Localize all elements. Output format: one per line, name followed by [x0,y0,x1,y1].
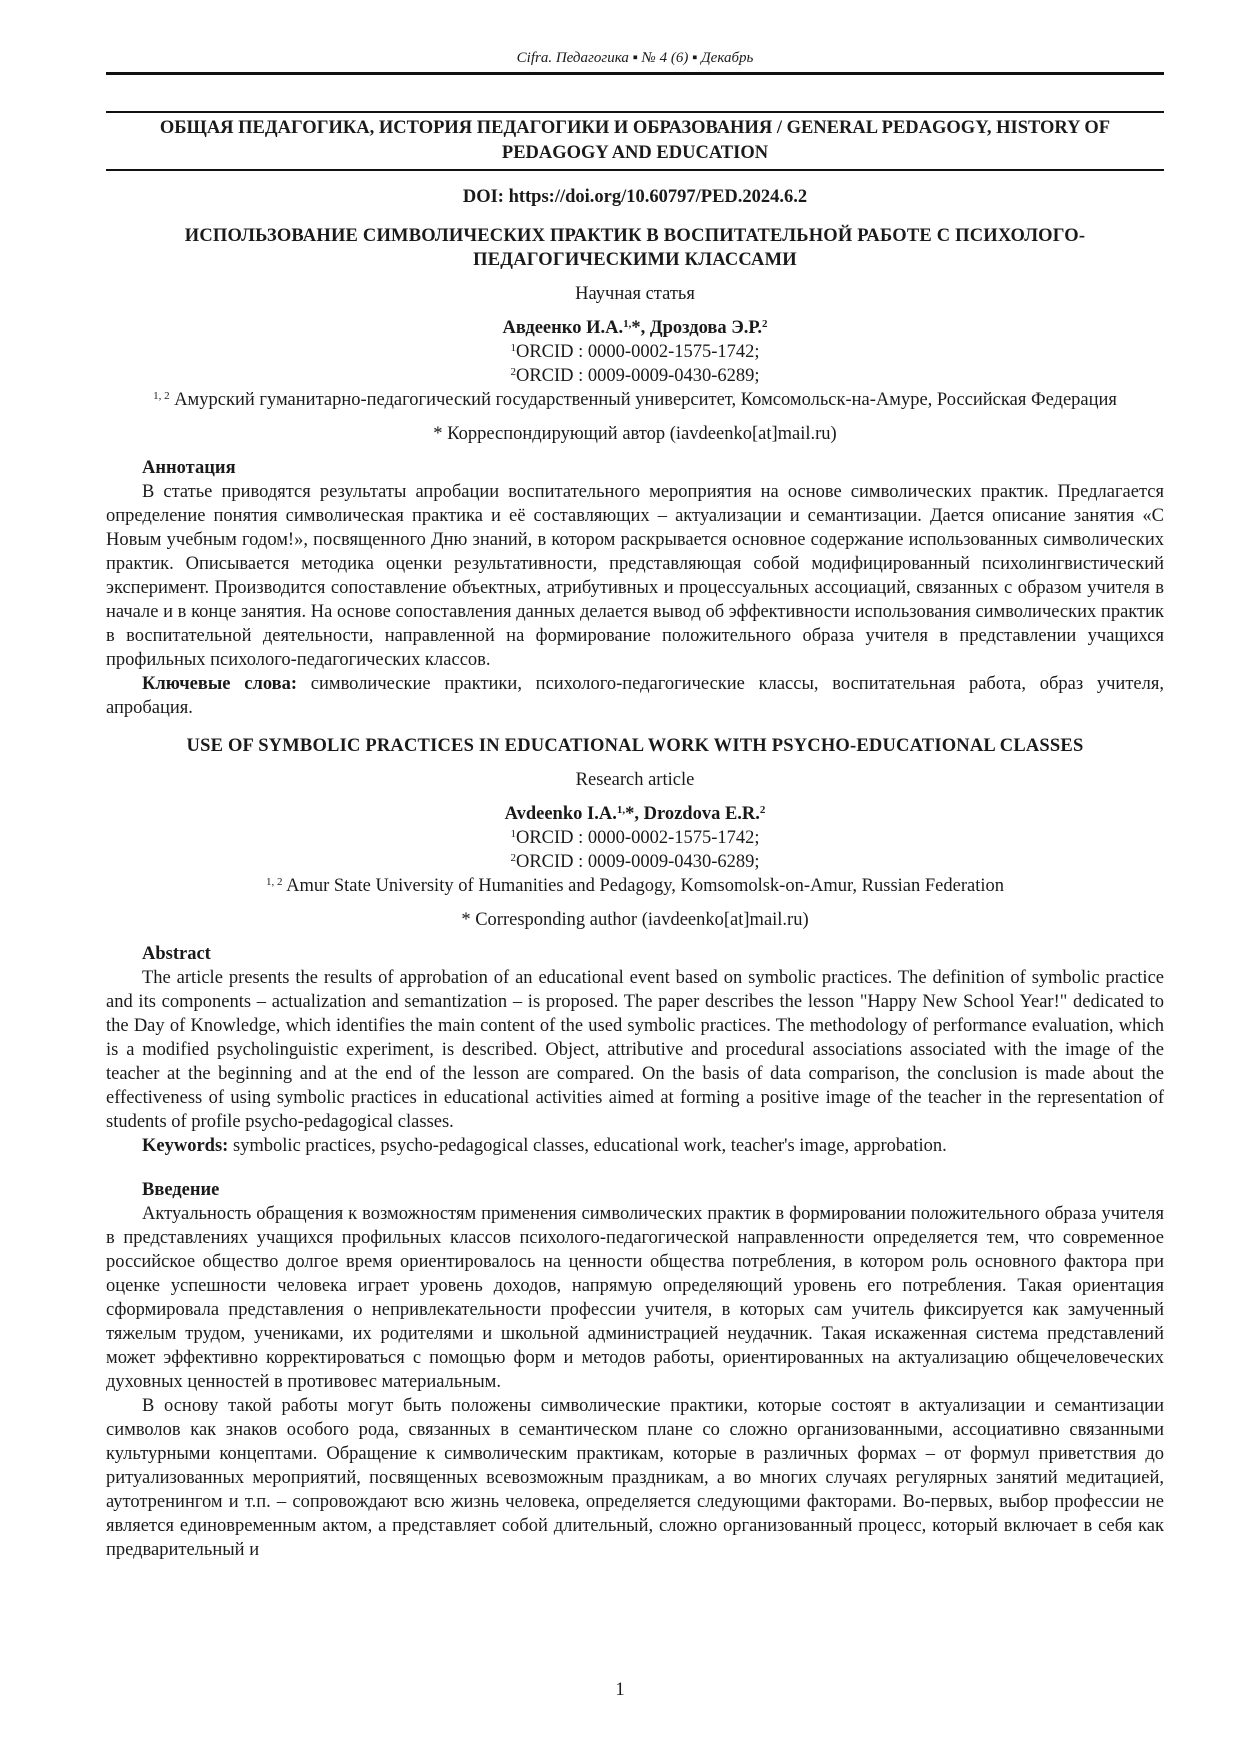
ru-article-type: Научная статья [575,284,695,304]
ru-author1-sup: 1, [623,318,632,330]
ru-orcid1 [106,340,1164,364]
ru-corresponding: * Корреспондирующий автор (iavdeenko[at]mail.ru) [433,424,837,444]
ru-author2-sup: 2 [762,318,768,330]
intro-paragraph-1: Актуальность обращения к возможностям применения символических практик в формировании положительного образа учителя в представлениях учащихся профильных классов психолого-педагогической направленности определяется тем, что современное российское общество долгое время ориентировалось на ценности общества потребления, в котором роль основного фактора при оценке успешности человека играет уровень доходов, напрямую определяющий уровень его потребления. Такая ориентация сформировала представления о непривлекательности профессии учителя, в которых сам учитель фиксируется как замученный тяжелым трудом, учениками, их родителями и школьной администрацией неудачник. Такая искаженная система представлений может эффективно корректироваться с помощью форм и методов работы, ориентированных на актуализацию общечеловеческих духовных ценностей в противовес материальным. [106,1204,1164,1392]
en-orcid1-sup: 1 [510,828,516,840]
ru-orcid2 [106,364,1164,388]
en-keywords-text: symbolic practices, psycho-pedagogical classes, educational work, teacher's image, approbation. [228,1136,947,1156]
en-author2: Drozdova E.R. [643,804,760,824]
ru-abstract-heading: Аннотация [142,458,236,478]
page-number: 1 [615,1680,625,1700]
ru-author1-mark: *, [631,318,650,338]
en-orcid1 [106,826,1164,850]
intro-heading: Введение [142,1180,220,1200]
ru-author1: Авдеенко И.А. [502,318,624,338]
ru-author2: Дроздова Э.Р. [649,318,763,338]
en-orcid2 [106,850,1164,874]
en-corresponding: * Corresponding author (iavdeenko[at]mail.ru) [461,910,809,930]
ru-title: ИСПОЛЬЗОВАНИЕ СИМВОЛИЧЕСКИХ ПРАКТИК В ВОСПИТАТЕЛЬНОЙ РАБОТЕ С ПСИХОЛОГО-ПЕДАГОГИЧЕСКИМИ КЛАССАМИ [184,226,1086,270]
en-author1-sup: 1, [616,804,626,816]
en-keywords [106,1134,1164,1158]
en-author1-mark: *, [625,804,644,824]
section-title: ОБЩАЯ ПЕДАГОГИКА, ИСТОРИЯ ПЕДАГОГИКИ И ОБРАЗОВАНИЯ / GENERAL PEDAGOGY, HISTORY OF PEDAGOGY AND EDUCATION [106,111,1164,171]
en-author1: Avdeenko I.A. [504,804,617,824]
ru-orcid2-text: ORCID : 0009-0009-0430-6289; [515,366,760,386]
ru-keywords-text: символические практики, психолого-педагогические классы, воспитательная работа, образ учителя, апробация. [106,674,1164,718]
en-affiliation [106,874,1164,898]
running-head: Cifra. Педагогика ▪ № 4 (6) ▪ Декабрь [516,50,754,66]
ru-orcid1-text: ORCID : 0000-0002-1575-1742; [515,342,760,362]
en-author2-sup: 2 [759,804,766,816]
header-rule [106,72,1164,75]
doi[interactable]: DOI: https://doi.org/10.60797/PED.2024.6.2 [462,187,808,207]
ru-affil-text: Амурский гуманитарно-педагогический государственный университет, Комсомольск-на-Амуре, Российская Федерация [174,390,1117,410]
ru-orcid1-sup: 1 [510,342,516,354]
ru-affiliation [106,388,1164,412]
ru-orcid2-sup: 2 [510,366,516,378]
en-orcid1-text: ORCID : 0000-0002-1575-1742; [515,828,760,848]
page [106,0,1164,1562]
en-affil-text: Amur State University of Humanities and Pedagogy, Komsomolsk-on-Amur, Russian Federation [286,876,1005,896]
en-abstract: The article presents the results of approbation of an educational event based on symbolic practices. The definition of symbolic practice and its components – actualization and semantization – is proposed. The paper describes the lesson "Happy New School Year!" dedicated to the Day of Knowledge, which identifies the main content of the used symbolic practices. The methodology of performance evaluation, which is a modified psycholinguistic experiment, is described. Object, attributive and procedural associations associated with the image of the teacher at the beginning and at the end of the lesson are compared. On the basis of data comparison, the conclusion is made about the effectiveness of using symbolic practices in educational activities aimed at forming a positive image of the teacher in the representation of students of profile psycho-pedagogical classes. [106,968,1164,1132]
intro-paragraph-2: В основу такой работы могут быть положены символические практики, которые состоят в актуализации и семантизации символов как знаков особого рода, связанных в семантическом плане со сложно организованными, ассоциативно связанными культурными концептами. Обращение к символическим практикам, которые в различных формах – от формул приветствия до ритуализованных мероприятий, посвященных всевозможным праздникам, а во многих случаях регулярных занятий медитацией, аутотренингом и т.п. – сопровождают всю жизнь человека, определяется следующими факторами. Во-первых, выбор профессии не является единовременным актом, а представляет собой длительный, сложно организованный процесс, который включает в себя как предварительный и [106,1396,1164,1560]
ru-affil-sup: 1, 2 [153,390,170,402]
en-orcid2-sup: 2 [510,852,516,864]
en-abstract-heading: Abstract [142,944,211,964]
ru-abstract: В статье приводятся результаты апробации воспитательного мероприятия на основе символических практик. Предлагается определение понятия символическая практика и её составляющих – актуализации и семантизации. Дается описание занятия «С Новым учебным годом!», посвященного Дню знаний, в котором раскрывается основное содержание использованных символических практик. Описывается методика оценки результативности, представляющая собой модифицированный психолингвистический эксперимент. Производится сопоставление объектных, атрибутивных и процессуальных ассоциаций, связанных с образом учителя в начале и в конце занятия. На основе сопоставления данных делается вывод об эффективности использования символических практик в воспитательной деятельности, направленной на формирование положительного образа учителя в представлении учащихся профильных психолого-педагогических классов. [106,482,1164,670]
en-affil-sup: 1, 2 [265,876,283,888]
ru-keywords-label: Ключевые слова: [142,674,298,694]
en-keywords-label: Keywords: [142,1136,229,1156]
en-title: USE OF SYMBOLIC PRACTICES IN EDUCATIONAL WORK WITH PSYCHO-EDUCATIONAL CLASSES [186,736,1084,756]
en-authors [106,802,1164,826]
ru-authors [106,316,1164,340]
en-orcid2-text: ORCID : 0009-0009-0430-6289; [515,852,760,872]
en-article-type: Research article [575,770,695,790]
ru-keywords [106,672,1164,720]
